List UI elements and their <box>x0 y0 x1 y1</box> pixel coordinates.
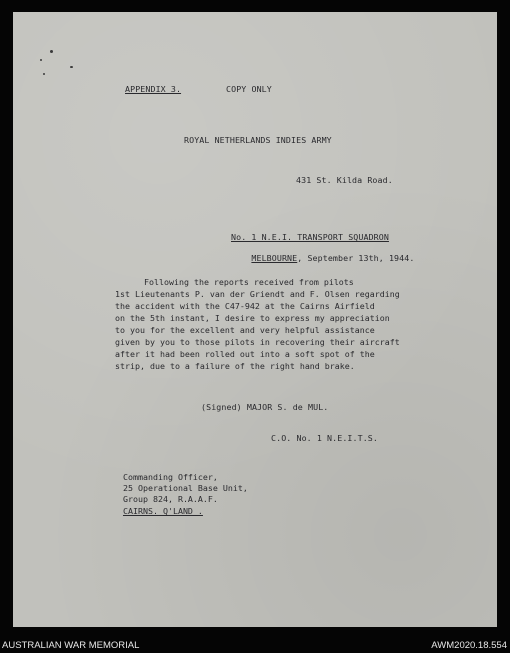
body-line: to you for the excellent and very helpful assistance <box>115 325 375 335</box>
letter-body <box>115 276 400 372</box>
footer-institution: AUSTRALIAN WAR MEMORIAL <box>2 640 140 651</box>
body-line: after it had been rolled out into a soft spot of the <box>115 349 375 359</box>
unit-line: No. 1 N.E.I. TRANSPORT SQUADRON <box>231 232 389 242</box>
recipient-line: Group 824, R.A.A.F. <box>123 494 218 505</box>
ink-speck <box>43 73 45 75</box>
body-line: on the 5th instant, I desire to express my appreciation <box>115 313 390 323</box>
appendix-label: APPENDIX 3. <box>125 84 182 94</box>
body-line: 1st Lieutenants P. van der Griendt and F. Olsen regarding <box>115 289 400 299</box>
ink-speck <box>70 66 73 68</box>
footer-reference: AWM2020.18.554 <box>431 640 507 651</box>
organisation-heading: ROYAL NETHERLANDS INDIES ARMY <box>184 135 332 145</box>
recipient-address <box>123 472 248 517</box>
sender-address: 431 St. Kilda Road. <box>296 175 393 185</box>
recipient-line: CAIRNS. Q'LAND . <box>123 505 203 516</box>
signature-line: (Signed) MAJOR S. de MUL. <box>201 402 329 412</box>
body-line: given by you to those pilots in recovering their aircraft <box>115 337 400 347</box>
signatory-title: C.O. No. 1 N.E.I.T.S. <box>271 433 378 443</box>
date-city: MELBOURNE <box>251 253 298 263</box>
recipient-line: Commanding Officer, <box>123 472 218 482</box>
copy-note: COPY ONLY <box>226 84 272 94</box>
ink-speck <box>50 50 53 53</box>
body-line: Following the reports received from pilots <box>144 277 354 287</box>
body-line: strip, due to a failure of the right hand brake. <box>115 361 355 371</box>
ink-speck <box>40 59 42 61</box>
document-page <box>13 12 497 627</box>
recipient-line: 25 Operational Base Unit, <box>123 483 248 494</box>
body-line: the accident with the C47-942 at the Cairns Airfield <box>115 301 375 311</box>
date-line <box>231 243 414 273</box>
date-rest: , September 13th, 1944. <box>297 253 415 263</box>
